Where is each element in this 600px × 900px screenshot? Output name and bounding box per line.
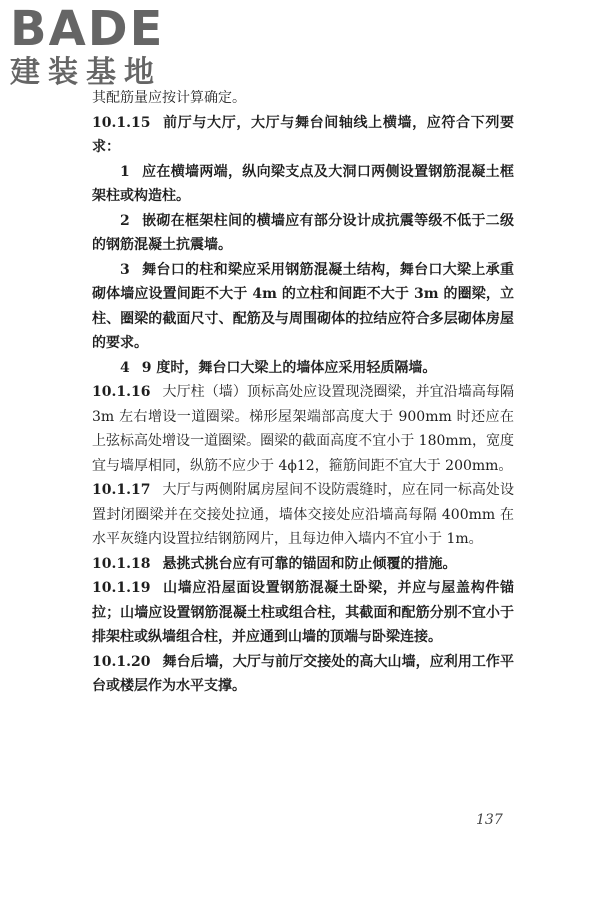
clause-text: 前厅与大厅，大厅与舞台间轴线上横墙，应符合下列要求： <box>92 114 514 155</box>
item-number: 4 <box>120 359 130 376</box>
clause-number: 10.1.16 <box>92 384 151 400</box>
item-number: 1 <box>120 163 130 180</box>
clause-number: 10.1.15 <box>92 114 151 131</box>
clause-text: 舞台后墙，大厅与前厅交接处的高大山墙，应利用工作平台或楼层作为水平支撑。 <box>92 653 514 694</box>
document-body <box>92 86 514 699</box>
clause-10-1-15 <box>92 111 514 160</box>
item-number: 3 <box>120 261 130 278</box>
clause-10-1-20 <box>92 650 514 699</box>
watermark-logo <box>10 1 180 96</box>
item-number: 2 <box>120 212 130 229</box>
clause-item <box>92 160 514 209</box>
clause-item <box>92 209 514 258</box>
item-text: 嵌砌在框架柱间的横墙应有部分设计成抗震等级不低于二级的钢筋混凝土抗震墙。 <box>92 212 514 253</box>
item-text: 应在横墙两端，纵向梁支点及大洞口两侧设置钢筋混凝土框架柱或构造柱。 <box>92 163 514 204</box>
clause-text: 山墙应沿屋面设置钢筋混凝土卧梁，并应与屋盖构件锚拉；山墙应设置钢筋混凝土柱或组合柱，其截面和配筋分别不宜小于排架柱或纵墙组合柱，并应通到山墙的顶端与卧梁连接。 <box>92 580 514 645</box>
clause-text: 悬挑式挑台应有可靠的锚固和防止倾覆的措施。 <box>162 555 457 572</box>
clause-number: 10.1.18 <box>92 555 151 572</box>
item-text: 9 度时，舞台口大梁上的墙体应采用轻质隔墙。 <box>141 359 437 376</box>
clause-number: 10.1.17 <box>92 482 151 498</box>
clause-text: 大厅柱（墙）顶标高处应设置现浇圈梁，并宜沿墙高每隔 3m 左右增设一道圈梁。梯形屋架端部高度大于 900mm 时还应在上弦标高处增设一道圈梁。圈梁的截面高度不宜小于 180mm，宽度宜与墙厚相同，纵筋不应少于 4ϕ12，箍筋间距不宜大于 200mm。 <box>92 384 514 474</box>
clause-number: 10.1.20 <box>92 653 151 670</box>
logo-wordmark: BADE <box>10 1 165 57</box>
clause-text: 大厅与两侧附属房屋间不设防震缝时，应在同一标高处设置封闭圈梁并在交接处拉通，墙体交接处应沿墙高每隔 400mm 在水平灰缝内设置拉结钢筋网片，且每边伸入墙内不宜小于 1m。 <box>92 482 514 547</box>
clause-item <box>92 356 514 381</box>
clause-10-1-16 <box>92 380 514 478</box>
logo-subtitle: 建装基地 <box>10 55 162 90</box>
clause-10-1-17 <box>92 478 514 552</box>
clause-item <box>92 258 514 356</box>
clause-10-1-18 <box>92 552 514 577</box>
lead-line: 其配筋量应按计算确定。 <box>92 90 246 106</box>
clause-10-1-19 <box>92 576 514 650</box>
clause-number: 10.1.19 <box>92 580 151 596</box>
page-number: 137 <box>476 812 503 828</box>
item-text: 舞台口的柱和梁应采用钢筋混凝土结构，舞台口大梁上承重砌体墙应设置间距不大于 4m 的立柱和间距不大于 3m 的圈梁，立柱、圈梁的截面尺寸、配筋及与周围砌体的拉结应符合多层砌体房屋的要求。 <box>92 261 514 351</box>
